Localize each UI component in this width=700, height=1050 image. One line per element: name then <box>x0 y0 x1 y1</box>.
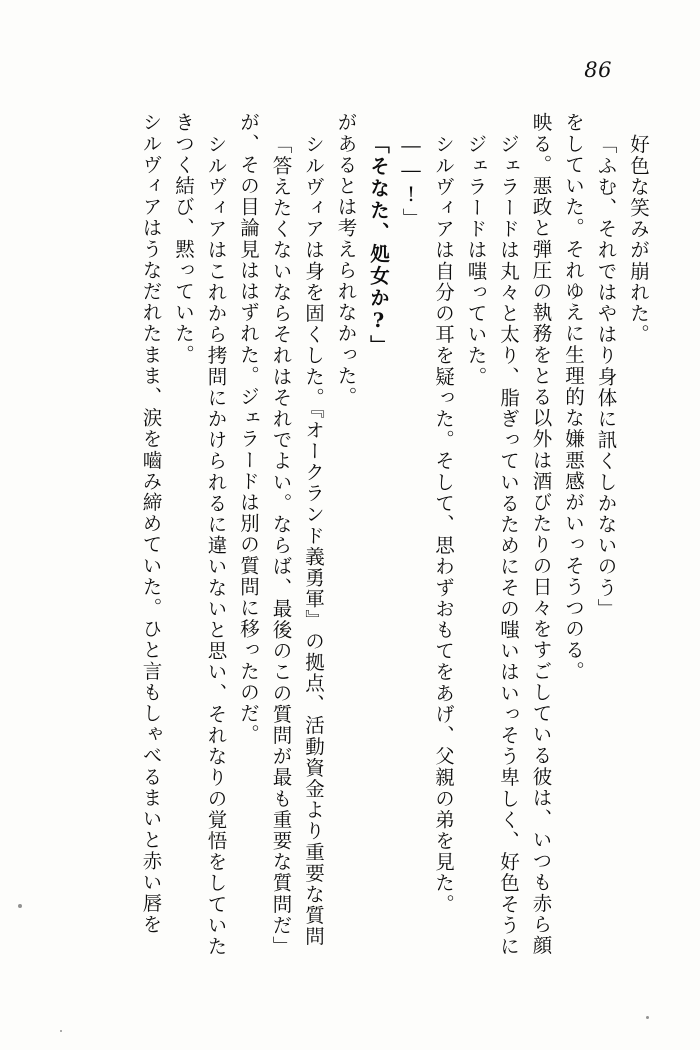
text-column: ジェラードは丸々と太り、脂ぎっているためにその嗤いはいっそう卑しく、好色そうに <box>497 134 520 957</box>
vertical-text-body <box>128 112 648 972</box>
text-column: ――!」 <box>399 134 423 229</box>
text-column: 「答えたくないならそれはそれでよい。ならば、最後のこの質問が最も重要な質問だ」 <box>269 134 293 957</box>
text-column: 「ふむ、それではやはり身体に訊くしかないのう」 <box>594 134 618 620</box>
text-column: シルヴィアは自分の耳を疑った。そして、思わずおもてをあげ、父親の弟を見た。 <box>432 134 455 915</box>
scan-speck <box>18 904 22 908</box>
text-column: をしていた。それゆえに生理的な嫌悪感がいっそうつのる。 <box>562 112 585 682</box>
text-column: シルヴィアはうなだれたまま、涙を嚙み締めていた。ひと言もしゃべるまいと赤い唇を <box>139 112 163 935</box>
text-column: が、その目論見ははずれた。ジェラードは別の質問に移ったのだ。 <box>237 112 260 745</box>
page-number: 86 <box>584 58 612 82</box>
scan-speck <box>60 1030 62 1032</box>
text-column: 映る。悪政と弾圧の執務をとる以外は酒びたりの日々をすごしている彼は、いつも赤ら顔 <box>529 112 553 956</box>
text-column: があるとは考えられなかった。 <box>334 112 358 408</box>
text-column: ジェラードは嗤っていた。 <box>464 134 488 388</box>
text-column: きつく結び、黙っていた。 <box>172 112 195 366</box>
text-column: 好色な笑みが崩れた。 <box>627 134 650 345</box>
text-column: シルヴィアは身を固くした。『オークランド義勇軍』の拠点、活動資金より重要な質問 <box>302 134 325 948</box>
scan-speck <box>646 1016 649 1019</box>
text-column-emphasis: 「そなた、処女か?」 <box>367 134 390 357</box>
text-column: シルヴィアはこれから拷問にかけられるに違いないと思い、それなりの覚悟をしていた <box>204 134 228 957</box>
